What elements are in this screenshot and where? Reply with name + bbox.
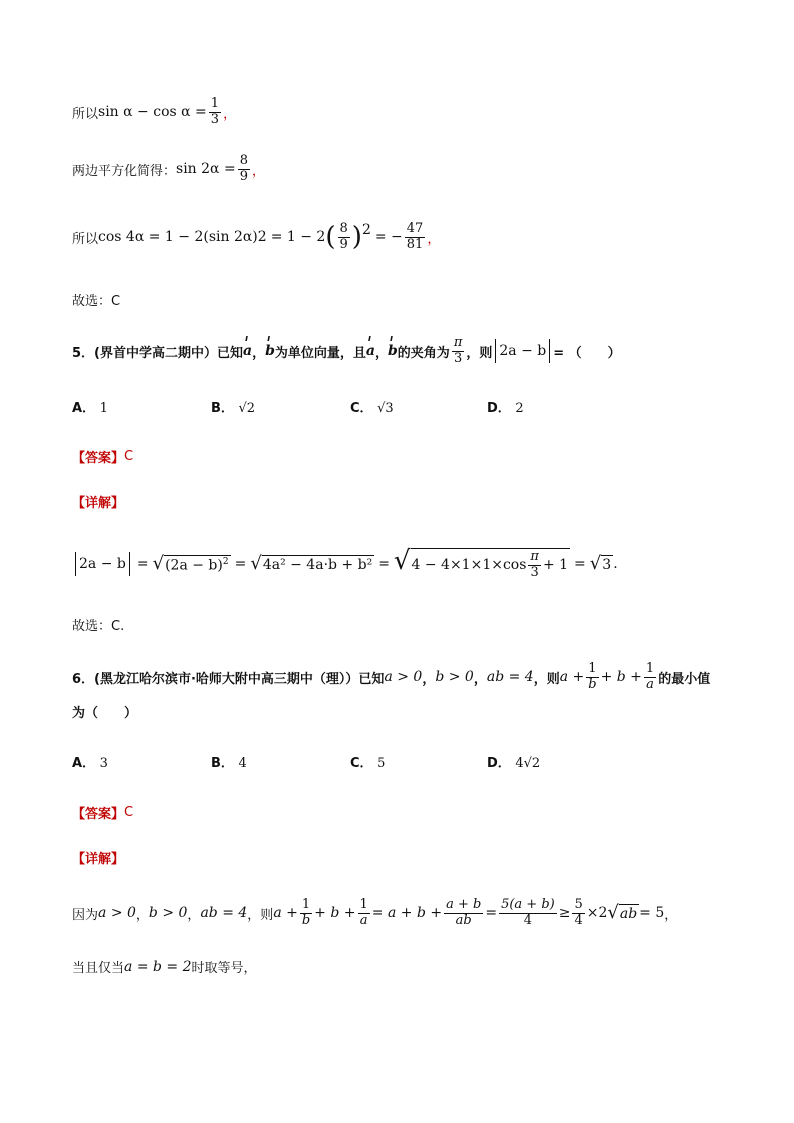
frac-den: 9 xyxy=(339,236,348,252)
option-value: 4√2 xyxy=(515,756,541,771)
text-end: = （ ） xyxy=(553,345,621,361)
math-eq: = 5 xyxy=(639,905,665,922)
detail-tag: 【详解】 xyxy=(72,496,125,511)
abs-bar xyxy=(129,552,130,576)
line-choose-c xyxy=(72,290,120,309)
frac-den: ab xyxy=(455,912,472,928)
punct: ， xyxy=(427,231,441,247)
math-cond: a > 0 xyxy=(98,905,136,922)
option-a[interactable] xyxy=(72,752,108,771)
option-key: B． xyxy=(211,401,234,416)
text-then: ，则 xyxy=(466,345,493,361)
math-eq: = xyxy=(485,905,498,922)
paren-close: ) xyxy=(351,222,362,253)
punct: ， xyxy=(223,106,237,122)
frac-num: 8 xyxy=(239,153,248,168)
option-value: √3 xyxy=(377,401,394,416)
option-value: 2 xyxy=(515,401,524,416)
text-end: 的最小值 xyxy=(658,671,711,687)
paren-open: ( xyxy=(325,222,336,253)
abs-bar xyxy=(495,339,496,363)
math-expr: cos 4α = 1 − 2 xyxy=(98,229,204,246)
fraction xyxy=(405,222,426,253)
frac-den: b xyxy=(588,676,597,692)
fraction xyxy=(528,550,541,581)
math-exp: 2 xyxy=(257,229,267,246)
sqrt: √ 4 − 4×1×1×cos $\frac{\pi}{3}$ + 1 xyxy=(393,546,569,580)
frac-num: 5(a + b) xyxy=(501,897,555,912)
option-key: C． xyxy=(350,756,373,771)
vector-b: ı b xyxy=(265,334,275,360)
fraction xyxy=(338,222,350,253)
question-label: 5．(界首中学高二期中）已知 xyxy=(72,345,243,361)
question-5 xyxy=(72,336,621,367)
fraction xyxy=(572,898,584,929)
sqrt: √ ab xyxy=(607,902,638,924)
text-choice: 故选：C xyxy=(72,294,121,309)
math-eq: = xyxy=(574,556,586,573)
option-c[interactable] xyxy=(350,397,394,416)
math-term: a + xyxy=(273,905,298,922)
math-term: (2a − b) xyxy=(165,557,223,574)
answer-tag: 【答案】 xyxy=(72,451,125,466)
option-key: C． xyxy=(350,401,373,416)
math-eq: = xyxy=(234,556,247,573)
frac-den: 3 xyxy=(210,111,220,127)
vec-a-letter: a xyxy=(365,343,375,360)
math-cond: b > 0 xyxy=(435,669,474,686)
option-value: 4 xyxy=(238,756,247,771)
punct: ， xyxy=(374,345,388,361)
frac-den: b xyxy=(301,912,311,928)
text-choice: 故选：C. xyxy=(72,619,125,634)
text-prefix: 因为 xyxy=(72,907,99,923)
text-prefix: 所以 xyxy=(72,231,99,247)
answer-tag: 【答案】 xyxy=(72,807,125,822)
fraction xyxy=(238,154,250,185)
frac-num: 1 xyxy=(301,897,311,912)
punct: ， xyxy=(422,671,436,687)
option-d[interactable] xyxy=(487,752,540,771)
option-d[interactable] xyxy=(487,397,524,416)
option-value: 5 xyxy=(377,756,386,771)
math-term: + b + xyxy=(600,669,642,686)
fraction xyxy=(358,898,370,929)
vector-a: ı a xyxy=(243,334,253,360)
option-key: A． xyxy=(72,401,96,416)
frac-den: a xyxy=(359,912,368,928)
text-suffix: 时取等号， xyxy=(191,961,257,976)
option-key: D． xyxy=(487,401,511,416)
text-prefix: 两边平方化简得： xyxy=(72,163,177,179)
frac-den: 3 xyxy=(453,350,463,366)
abs-bar xyxy=(549,339,550,363)
frac-num: π xyxy=(453,335,463,350)
sqrt: √ $(2a - b)^2$ xyxy=(152,553,229,575)
answer-5 xyxy=(72,447,133,466)
math-expr: 2a − b xyxy=(499,343,547,360)
line-cos4a xyxy=(72,222,440,253)
answer-value: C xyxy=(124,805,134,820)
math-cond: b > 0 xyxy=(148,905,188,922)
abs-bar xyxy=(75,552,76,576)
math-cond: a > 0 xyxy=(384,669,423,686)
vector-a: ı a xyxy=(365,334,375,360)
fraction xyxy=(644,662,656,693)
math-cond: ab = 4 xyxy=(200,905,248,922)
math-eq: = − xyxy=(374,229,403,246)
punct: ， xyxy=(187,907,201,923)
question-label: 6．(黑龙江哈尔滨市·哈师大附中高三期中（理））已知 xyxy=(72,671,385,687)
question-6-line2 xyxy=(72,702,137,721)
math-term: ab xyxy=(619,906,638,923)
sqrt: √ 4a² − 4a·b + b² xyxy=(250,553,373,575)
detail-5 xyxy=(72,492,124,511)
math-ge: ≥ xyxy=(558,905,571,922)
math-term: ×2 xyxy=(586,905,608,922)
fraction xyxy=(444,898,483,929)
text-prefix: 当且仅当 xyxy=(72,961,125,976)
sqrt: √ 3 xyxy=(589,553,612,575)
frac-num: a + b xyxy=(446,897,482,912)
fraction xyxy=(300,898,312,929)
punct: ， xyxy=(473,671,487,687)
math-cond: ab = 4 xyxy=(486,669,534,686)
option-b[interactable] xyxy=(211,752,247,771)
choice-5 xyxy=(72,615,124,634)
vec-a-letter: a xyxy=(243,343,253,360)
option-b[interactable] xyxy=(211,397,255,416)
option-a[interactable] xyxy=(72,397,108,416)
frac-num: π xyxy=(530,549,539,564)
punct: ， xyxy=(664,907,678,923)
frac-num: 1 xyxy=(588,661,597,676)
text-prefix: 所以 xyxy=(72,106,99,122)
fraction xyxy=(209,97,221,128)
math-eq: = 1 − 2 xyxy=(270,229,326,246)
frac-den: 3 xyxy=(530,564,539,580)
line-square-simplify xyxy=(72,154,265,185)
option-key: B． xyxy=(211,756,234,771)
fraction xyxy=(499,898,557,929)
frac-den: 9 xyxy=(239,168,248,184)
math-expr: sin α − cos α = xyxy=(98,104,207,121)
frac-num: 47 xyxy=(406,221,424,236)
frac-num: 1 xyxy=(210,96,220,111)
punct: ， xyxy=(251,163,265,179)
option-value: √2 xyxy=(238,401,256,416)
frac-den: a xyxy=(646,676,654,692)
option-value: 1 xyxy=(99,401,108,416)
fraction xyxy=(586,662,598,693)
math-result: 3 xyxy=(602,557,612,574)
answer-value: C xyxy=(124,449,134,464)
math-eq: = xyxy=(136,556,149,573)
vec-b-letter: b xyxy=(388,343,398,360)
vec-b-letter: b xyxy=(265,343,275,360)
math-term: 4a² − 4a·b + b² xyxy=(262,557,373,574)
vector-b: ı b xyxy=(388,334,398,360)
text-mid: 为单位向量，且 xyxy=(274,345,366,361)
math-paren: (sin 2α) xyxy=(203,229,258,246)
punct: ， xyxy=(135,907,149,923)
math-expr: a = b = 2 xyxy=(124,958,192,975)
option-c[interactable] xyxy=(350,752,385,771)
frac-num: 1 xyxy=(645,661,655,676)
punct: . xyxy=(613,556,618,573)
final-6 xyxy=(72,957,257,976)
frac-den: 4 xyxy=(523,912,533,928)
frac-den: 81 xyxy=(406,236,424,252)
frac-num: 1 xyxy=(359,897,368,912)
question-6 xyxy=(72,662,710,693)
math-lhs: 2a − b xyxy=(79,556,126,573)
text-then: ，则 xyxy=(247,907,274,923)
text-mid: 的夹角为 xyxy=(397,345,450,361)
text-then: ，则 xyxy=(533,671,560,687)
solution-6 xyxy=(72,898,677,929)
option-value: 3 xyxy=(99,756,108,771)
math-term: + b + xyxy=(314,905,356,922)
line-sin-minus-cos xyxy=(72,97,236,128)
math-exp: 2 xyxy=(361,222,371,238)
option-key: D． xyxy=(487,756,511,771)
punct: ， xyxy=(252,345,266,361)
math-term: 4 − 4×1×1×cos xyxy=(411,557,527,574)
fraction xyxy=(452,336,465,367)
detail-tag: 【详解】 xyxy=(72,852,125,867)
math-eq: = xyxy=(378,556,390,573)
math-term: a + xyxy=(559,669,585,686)
answer-6 xyxy=(72,803,133,822)
option-key: A． xyxy=(72,756,96,771)
text-end: 为（ ） xyxy=(72,706,138,721)
detail-6 xyxy=(72,848,124,867)
math-term: = a + b + xyxy=(371,905,443,922)
math-expr: sin 2α = xyxy=(176,161,236,178)
math-term: + 1 xyxy=(542,557,569,574)
frac-den: 4 xyxy=(574,912,583,928)
solution-5 xyxy=(72,548,618,581)
frac-num: 5 xyxy=(574,897,583,912)
math-exp: 2 xyxy=(222,557,229,568)
frac-num: 8 xyxy=(339,221,348,236)
